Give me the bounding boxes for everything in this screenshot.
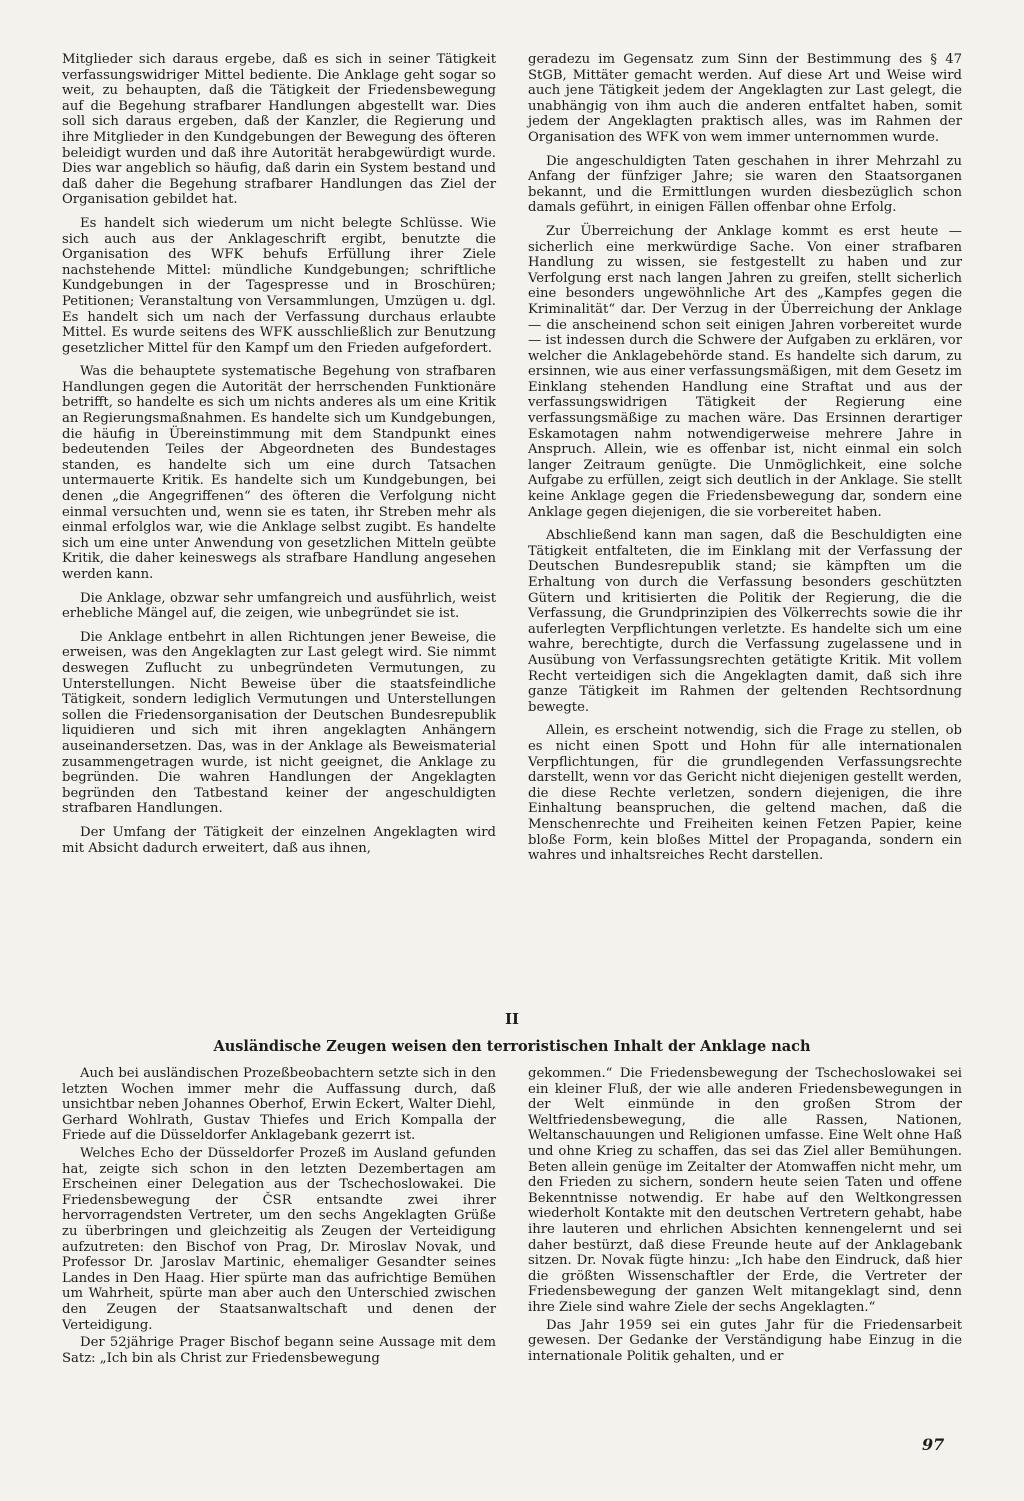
paragraph: Das Jahr 1959 sei ein gutes Jahr für die Friedensarbeit gewesen. Der Gedanke der Verständigung habe Einzug in die internationale Politik gehalten, und er [528,1317,962,1364]
paragraph: Es handelt sich wiederum um nicht belegte Schlüsse. Wie sich auch aus der Anklageschrift ergibt, benutzte die Organisation des WFK behufs Erfüllung ihrer Ziele nachstehende Mittel: mündliche Kundgebungen; schriftliche Kundgebungen in der Tagespresse und in Broschüren; Petitionen; Veranstaltung von Versammlungen, Umzügen u. dgl. Es handelt sich um nach der Verfassung durchaus erlaubte Mittel. Es wurde seitens des WFK ausschließlich zur Benutzung gesetzlicher Mittel für den Kampf um den Frieden aufgefordert. [62,215,496,356]
paragraph: geradezu im Gegensatz zum Sinn der Bestimmung des § 47 StGB, Mittäter gemacht werden. Auf diese Art und Weise wird auch jene Tätigkeit jedem der Angeklagten zur Last gelegt, die unabhängig von ihm auch die anderen entfaltet haben, somit jedem der Angeklagten praktisch alles, was im Rahmen der Organisation des WFK von wem immer unternommen wurde. [528,52,962,145]
article-bottom-right-column [528,1066,962,1366]
paragraph: Der Umfang der Tätigkeit der einzelnen Angeklagten wird mit Absicht dadurch erweitert, daß aus ihnen, [62,824,496,856]
paragraph: Auch bei ausländischen Prozeßbeobachtern setzte sich in den letzten Wochen immer mehr die Auffassung durch, daß unsichtbar neben Johannes Oberhof, Erwin Eckert, Walter Diehl, Gerhard Wohlrath, Gustav Thiefes und Erich Kompalla der Friede auf die Düsseldorfer Anklagebank gezerrt ist. [62,1066,496,1144]
article-bottom-left-column [62,1066,496,1368]
paragraph: Welches Echo der Düsseldorfer Prozeß im Ausland gefunden hat, zeigte sich schon in den letzten Dezembertagen am Erscheinen einer Delegation aus der Tschechoslowakei. Die Friedensbewegung der ČSR entsandte zwei ihrer hervorragendsten Vertreter, um den sechs Angeklagten Grüße zu überbringen und gleichzeitig als Zeugen der Verteidigung aufzutreten: den Bischof von Prag, Dr. Miroslav Novak, und Professor Dr. Jaroslav Martinic, ehemaliger Gesandter seines Landes in Den Haag. Hier spürte man das aufrichtige Bemühen um Wahrheit, spürte man aber auch den Unterschied zwischen den Zeugen der Staatsanwaltschaft und denen der Verteidigung. [62,1145,496,1333]
article-top-right-column [528,52,962,872]
paragraph: Der 52jährige Prager Bischof begann seine Aussage mit dem Satz: „Ich bin als Christ zur Friedensbewegung [62,1335,496,1366]
paragraph: Die Anklage, obzwar sehr umfangreich und ausführlich, weist erhebliche Mängel auf, die zeigen, wie unbegründet sie ist. [62,590,496,622]
paragraph: Abschließend kann man sagen, daß die Beschuldigten eine Tätigkeit entfalteten, die im Einklang mit der Verfassung der Deutschen Bundesrepublik stand; sie kämpften um die Erhaltung von durch die Verfassung besonders geschützten Gütern und kritisierten die Politik der Regierung, die die Verfassung, die Grundprinzipien des Völkerrechts sowie die ihr auferlegten Verpflichtungen verletzte. Es handelte sich um eine wahre, berechtigte, durch die Verfassung zugelassene und in Ausübung von Verfassungsrechten getätigte Kritik. Mit vollem Recht verteidigen sich die Angeklagten damit, daß sich ihre ganze Tätigkeit im Rahmen der geltenden Rechtsordnung bewegte. [528,528,962,715]
article-top-left-column [62,52,496,864]
section-number: II [504,1010,520,1028]
paragraph: Was die behauptete systematische Begehung von strafbaren Handlungen gegen die Autorität der herrschenden Funktionäre betrifft, so handelte es sich um nichts anderes als um eine Kritik an Regierungsmaßnahmen. Es handelte sich um Kundgebungen, die häufig in Übereinstimmung mit dem Standpunkt eines bedeutenden Teiles der Abgeordneten des Bundestages standen, es handelte sich um eine durch Tatsachen untermauerte Kritik. Es handelte sich um Kundgebungen, bei denen „die Angegriffenen“ des öfteren die Verfolgung nicht einmal versuchten und, wenn sie es taten, ihr Streben mehr als einmal erfolglos war, wie die Anklage selbst zugibt. Es handelte sich um eine unter Anwendung von gesetzlichen Mitteln geübte Kritik, die daher keineswegs als strafbare Handlung angesehen werden kann. [62,364,496,582]
paragraph: Allein, es erscheint notwendig, sich die Frage zu stellen, ob es nicht einen Spott und Hohn für alle internationalen Verpflichtungen, für die grundlegenden Verfassungsrechte darstellt, wenn vor das Gericht nicht diejenigen gestellt werden, die diese Rechte verletzen, sondern diejenigen, die ihre Einhaltung beanspruchen, die geltend machen, daß die Menschenrechte und Freiheiten keinen Fetzen Papier, keine bloße Form, kein bloßes Mittel der Propaganda, sondern ein wahres und inhaltsreiches Recht darstellen. [528,723,962,864]
paragraph: Zur Überreichung der Anklage kommt es erst heute — sicherlich eine merkwürdige Sache. Von einer strafbaren Handlung zu wissen, sie festgestellt zu haben und zur Verfolgung erst nach langen Jahren zu greifen, stellt sicherlich eine besonders ungewöhnliche Art des „Kampfes gegen die Kriminalität“ dar. Der Verzug in der Überreichung der Anklage — die anscheinend schon seit einigen Jahren vorbereitet wurde — ist indessen durch die Schwere der Aufgaben zu erklären, vor welcher die Anklagebehörde stand. Es handelte sich darum, zu ersinnen, wie aus einer verfassungsmäßigen, mit dem Gesetz im Einklang stehenden Handlung eine Straftat und aus der verfassungswidrigen Tätigkeit der Regierung eine verfassungsmäßige zu machen wäre. Das Ersinnen derartiger Eskamotagen nahm notwendigerweise mehrere Jahre in Anspruch. Allein, wie es offenbar ist, nicht einmal ein solch langer Zeitraum genügte. Die Unmöglichkeit, eine solche Aufgabe zu erfüllen, zeigt sich deutlich in der Anklage. Sie stellt keine Anklage gegen die Friedensbewegung dar, sondern eine Anklage gegen diejenigen, die sie vorbereitet haben. [528,223,962,520]
section-headline: Ausländische Zeugen weisen den terroristischen Inhalt der Anklage nach [213,1038,811,1055]
paragraph: gekommen.“ Die Friedensbewegung der Tschechoslowakei sei ein kleiner Fluß, der wie alle anderen Friedensbewegungen in der Welt einmünde in den großen Strom der Weltfriedensbewegung, die alle Rassen, Nationen, Weltanschauungen und Religionen umfasse. Eine Welt ohne Haß und ohne Krieg zu schaffen, das sei das Ziel aller Bemühungen. Beten allein genüge im Zeitalter der Atomwaffen nicht mehr, um den Frieden zu sichern, sondern heute seien Taten und offene Bekenntnisse notwendig. Er habe auf den Weltkongressen wiederholt Kontakte mit den deutschen Vertretern gehabt, habe ihre lauteren und ehrlichen Absichten kennengelernt und sei daher bestürzt, daß diese Freunde heute auf der Anklagebank sitzen. Dr. Novak fügte hinzu: „Ich habe den Eindruck, daß hier die größten Wissenschaftler der Erde, die Vertreter der Friedensbewegung der ganzen Welt mitangeklagt sind, denn ihre Ziele sind wahre Ziele der sechs Angeklagten.“ [528,1066,962,1315]
page-number: 97 [922,1435,945,1454]
paragraph: Die Anklage entbehrt in allen Richtungen jener Beweise, die erweisen, was den Angeklagten zur Last gelegt wird. Sie nimmt deswegen Zuflucht zu unbegründeten Vermutungen, zu Unterstellungen. Nicht Beweise über die staatsfeindliche Tätigkeit, sondern lediglich Vermutungen und Unterstellungen sollen die Friedensorganisation der Deutschen Bundesrepublik liquidieren und sich mit ihren angeklagten Anhängern auseinandersetzen. Das, was in der Anklage als Beweismaterial zusammengetragen wurde, ist nicht geeignet, die Anklage zu begründen. Die wahren Handlungen der Angeklagten begründen den Tatbestand keiner der angeschuldigten strafbaren Handlungen. [62,629,496,817]
paragraph: Mitglieder sich daraus ergebe, daß es sich in seiner Tätigkeit verfassungswidriger Mittel bediente. Die Anklage geht sogar so weit, zu behaupten, daß die Tätigkeit der Friedensbewegung auf die Begehung strafbarer Handlungen abgestellt war. Dies soll sich daraus ergeben, daß der Kanzler, die Regierung und ihre Mitglieder in den Kundgebungen der Bewegung des öfteren beleidigt wurden und daß ihre Autorität herabgewürdigt wurde. Dies war angeblich so häufig, daß darin ein System bestand und daß daher die Begehung strafbarer Handlungen das Ziel der Organisation gebildet hat. [62,52,497,208]
paragraph: Die angeschuldigten Taten geschahen in ihrer Mehrzahl zu Anfang der fünfziger Jahre; sie waren den Staatsorganen bekannt, und die Ermittlungen wurden diesbezüglich schon damals geführt, in einigen Fällen offenbar ohne Erfolg. [528,153,962,216]
